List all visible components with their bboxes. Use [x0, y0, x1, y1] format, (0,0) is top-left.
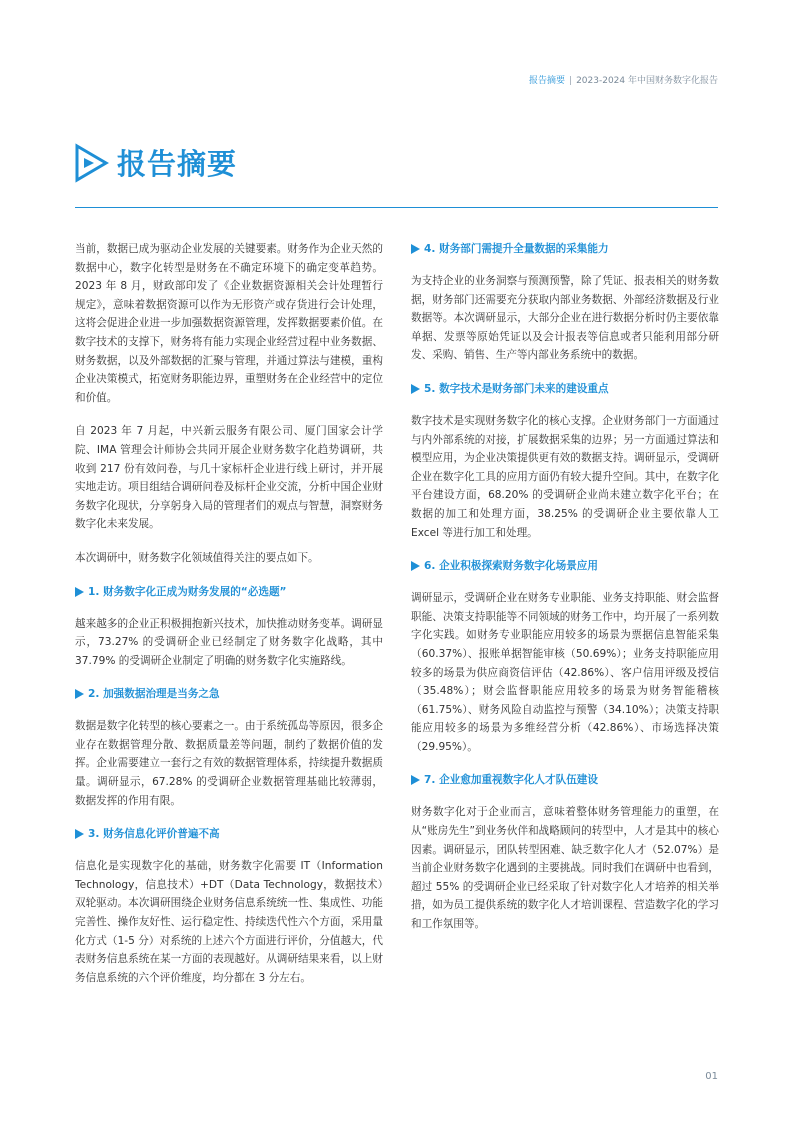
section-body: 信息化是实现数字化的基础，财务数字化需要 IT（Information Technology，信息技术）+DT（Data Technology，数据技术）双轮驱动。本次调研围绕企业财务信息系统统一性、集成性、功能完善性、操作友好性、运行稳定性、持续迭代性六个方面，采用量化方式（1-5 分）对系统的上述六个方面进行评价，分值越大，代表财务信息系统在某一方面的表现越好。从调研结果来看，以上财务信息系统的六个评价维度，均分都在 3 分左右。 [75, 860, 383, 984]
triangle-bullet-icon [411, 775, 420, 785]
header-report-name: 2023-2024 年中国财务数字化报告 [576, 76, 718, 86]
page-number: 01 [705, 1071, 718, 1082]
triangle-bullet-icon [75, 689, 84, 699]
left-column [75, 240, 383, 1002]
intro-paragraph-2: 自 2023 年 7 月起，中兴新云服务有限公司、厦门国家会计学院、IMA 管理会计师协会共同开展企业财务数字化趋势调研，共收到 217 份有效问卷，与几十家标杆企业进行线上研讨，并开展实地走访。项目组结合调研问卷及标杆企业交流，分析中国企业财务数字化现状，分享躬身入局的管理者们的观点与智慧，洞察财务数字化未来发展。 [75, 425, 383, 531]
section-heading [411, 557, 719, 575]
section-heading-text: 4. 财务部门需提升全量数据的采集能力 [424, 243, 609, 255]
triangle-bullet-icon [75, 829, 84, 839]
section-heading-text: 6. 企业积极探索财务数字化场景应用 [424, 560, 598, 573]
right-column [411, 240, 719, 949]
section-heading [411, 240, 719, 258]
section-heading-text: 7. 企业愈加重视数字化人才队伍建设 [424, 774, 598, 787]
title-row [75, 142, 237, 183]
section-body: 越来越多的企业正积极拥抱新兴技术，加快推动财务变革。调研显示，73.27% 的受调研企业已经制定了财务数字化战略，其中 37.79% 的受调研企业制定了明确的财务数字化实施路线。 [75, 617, 383, 667]
section-body: 数字技术是实现财务数字化的核心支撑。企业财务部门一方面通过与内外部系统的对接，扩展数据采集的边界；另一方面通过算法和模型应用，为企业决策提供更有效的数据支持。调研显示，受调研企业在数字化工具的应用方面仍有较大提升空间。其中，在数字化平台建设方面，68.20% 的受调研企业尚未建立数字化平台；在数据的加工和处理方面，38.25% 的受调研企业主要依靠人工 Excel 等进行加工和处理。 [411, 414, 719, 539]
section-heading [411, 380, 719, 398]
running-header [529, 73, 718, 86]
section-heading [75, 685, 383, 703]
header-section-name: 报告摘要 [529, 76, 566, 86]
section-body: 财务数字化对于企业而言，意味着整体财务管理能力的重塑，在从“账房先生”到业务伙伴和战略顾问的转型中，人才是其中的核心因素。调研显示，团队转型困难、缺乏数字化人才（52.07%）是当前企业财务数字化遇到的主要挑战。同时我们在调研中也看到，超过 55% 的受调研企业已经采取了针对数字化人才培养的相关举措，如为员工提供系统的数字化人才培训课程、营造数字化的学习和工作氛围等。 [411, 806, 719, 931]
section-heading-text: 5. 数字技术是财务部门未来的建设重点 [424, 382, 609, 395]
section-heading-text: 1. 财务数字化正成为财务发展的“必选题” [88, 585, 287, 598]
play-arrow-icon [75, 143, 111, 183]
intro-paragraph-3: 本次调研中，财务数字化领域值得关注的要点如下。 [75, 551, 319, 564]
title-divider [75, 207, 718, 208]
section-heading-text: 3. 财务信息化评价普遍不高 [88, 828, 220, 841]
section-body: 为支持企业的业务洞察与预测预警，除了凭证、报表相关的财务数据，财务部门还需要充分获取内部业务数据、外部经济数据及行业数据等。本次调研显示，大部分企业在进行数据分析时仍主要依靠单据、发票等原始凭证以及会计报表等信息或者只能利用部分研发、采购、销售、生产等内部业务系统中的数据。 [411, 275, 719, 362]
triangle-bullet-icon [411, 244, 420, 254]
page-title: 报告摘要 [117, 147, 238, 181]
section-body: 数据是数字化转型的核心要素之一。由于系统孤岛等原因，很多企业存在数据管理分散、数据质量差等问题，制约了数据价值的发挥。企业需要建立一套行之有效的数据管理体系，持续提升数据质量。调研显示，67.28% 的受调研企业数据管理基础比较薄弱，数据发挥的作用有限。 [75, 720, 383, 807]
header-separator: | [569, 76, 573, 86]
section-body: 调研显示，受调研企业在财务专业职能、业务支持职能、财会监督职能、决策支持职能等不同领域的财务工作中，均开展了一系列数字化实践。如财务专业职能应用较多的场景为票据信息智能采集（60.37%）、报账单据智能审核（50.69%）；业务支持职能应用较多的场景为供应商资信评估（42.86%）、客户信用评级及授信（35.48%）；财会监督职能应用较多的场景为财务智能稽核（61.75%）、财务风险自动监控与预警（34.10%）；决策支持职能应用较多的场景为多维经营分析（42.86%）、市场选择决策（29.95%）。 [411, 592, 719, 753]
triangle-bullet-icon [411, 561, 420, 571]
section-heading-text: 2. 加强数据治理是当务之急 [88, 688, 220, 701]
section-heading [75, 825, 383, 843]
triangle-bullet-icon [411, 384, 420, 394]
section-heading [411, 771, 719, 789]
triangle-bullet-icon [75, 587, 84, 597]
intro-paragraph-1: 当前，数据已成为驱动企业发展的关键要素。财务作为企业天然的数据中心，数字化转型是财务在不确定环境下的确定变革趋势。2023 年 8 月，财政部印发了《企业数据资源相关会计处理暂行规定》，意味着数据资源可以作为无形资产或存货进行会计处理，这将会促进企业进一步加强数据资源管理，发挥数据要素价值。在数字技术的支撑下，财务将有能力实现企业经营过程中业务数据、财务数据，以及外部数据的汇聚与管理，并通过算法与建模，重构企业决策模式，拓宽财务职能边界，重塑财务在企业经营中的定位和价值。 [75, 243, 383, 404]
section-heading [75, 583, 383, 601]
